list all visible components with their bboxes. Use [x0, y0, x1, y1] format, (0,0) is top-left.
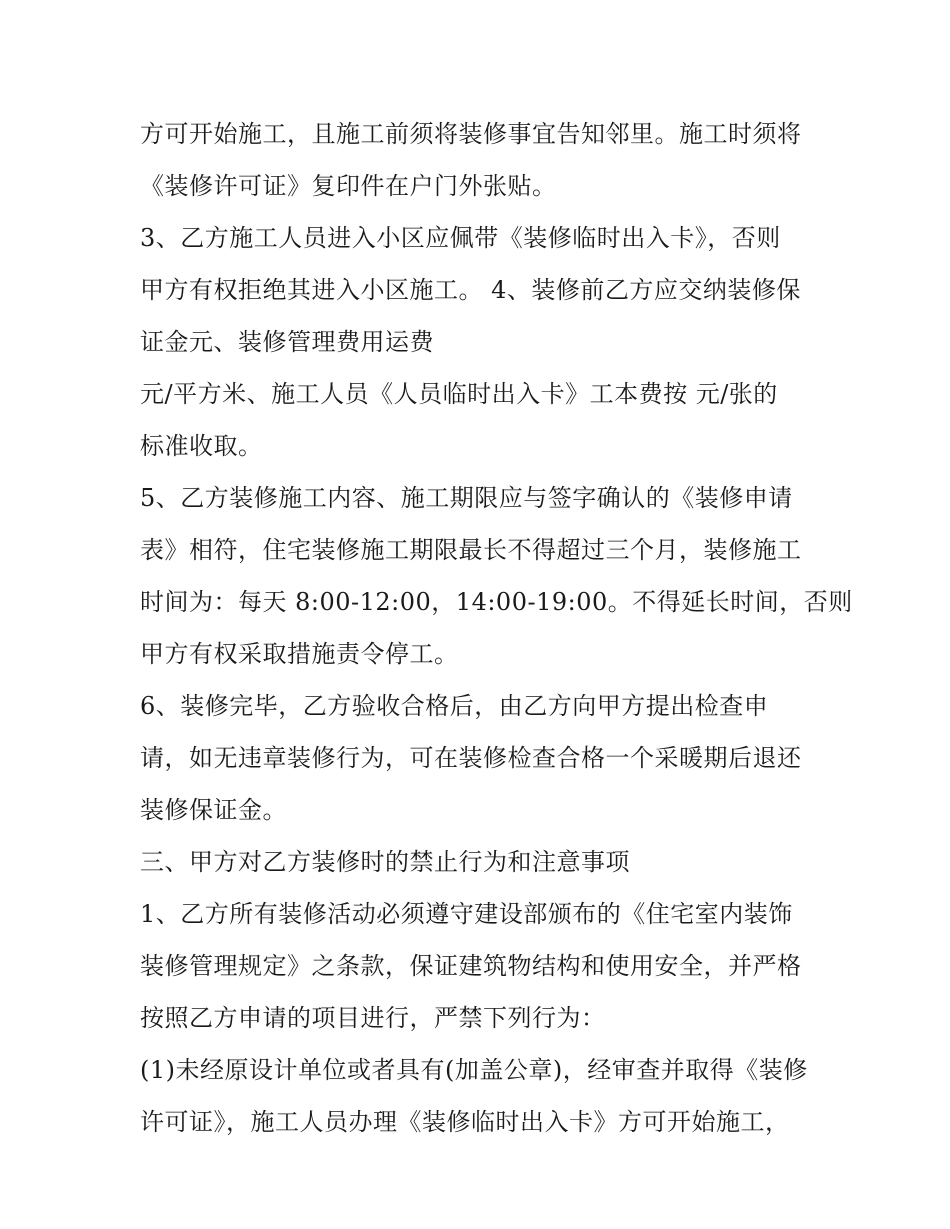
text-line: 装修管理规定》之条款，保证建筑物结构和使用安全，并严格: [140, 952, 802, 980]
text-line: 6、装修完毕，乙方验收合格后，由乙方向甲方提出检查申: [140, 692, 769, 720]
section-heading: 三、甲方对乙方装修时的禁止行为和注意事项: [140, 848, 630, 876]
text-line: 3、乙方施工人员进入小区应佩带《装修临时出入卡》，否则: [140, 224, 781, 252]
text-line: 装修保证金。: [140, 796, 287, 824]
text-line: 请，如无违章装修行为，可在装修检查合格一个采暖期后退还: [140, 744, 802, 772]
text-line: 1、乙方所有装修活动必须遵守建设部颁布的《住宅室内装饰: [140, 900, 793, 928]
text-line: 《装修许可证》复印件在户门外张贴。: [140, 172, 557, 200]
text-line: 许可证》，施工人员办理《装修临时出入卡》方可开始施工，: [140, 1108, 790, 1136]
text-line: 证金元、装修管理费用运费: [140, 328, 434, 356]
text-line: 甲方有权拒绝其进入小区施工。 4、装修前乙方应交纳装修保: [140, 276, 801, 304]
text-line: 甲方有权采取措施责令停工。: [140, 640, 459, 668]
text-line: 表》相符，住宅装修施工期限最长不得超过三个月，装修施工: [140, 536, 802, 564]
document-body: [140, 108, 853, 1148]
text-line: 方可开始施工，且施工前须将装修事宜告知邻里。施工时须将: [140, 120, 802, 148]
text-line: (1)未经原设计单位或者具有(加盖公章)，经审查并取得《装修: [140, 1056, 808, 1084]
text-line: 元/平方米、施工人员《人员临时出入卡》工本费按 元/张的: [140, 380, 778, 408]
text-line: 标准收取。: [140, 432, 263, 460]
text-line: 按照乙方申请的项目进行，严禁下列行为：: [140, 1004, 606, 1032]
text-line: 时间为：每天 8:00-12:00，14:00-19:00。不得延长时间，否则: [140, 588, 853, 616]
text-line: 5、乙方装修施工内容、施工期限应与签字确认的《装修申请: [140, 484, 793, 512]
